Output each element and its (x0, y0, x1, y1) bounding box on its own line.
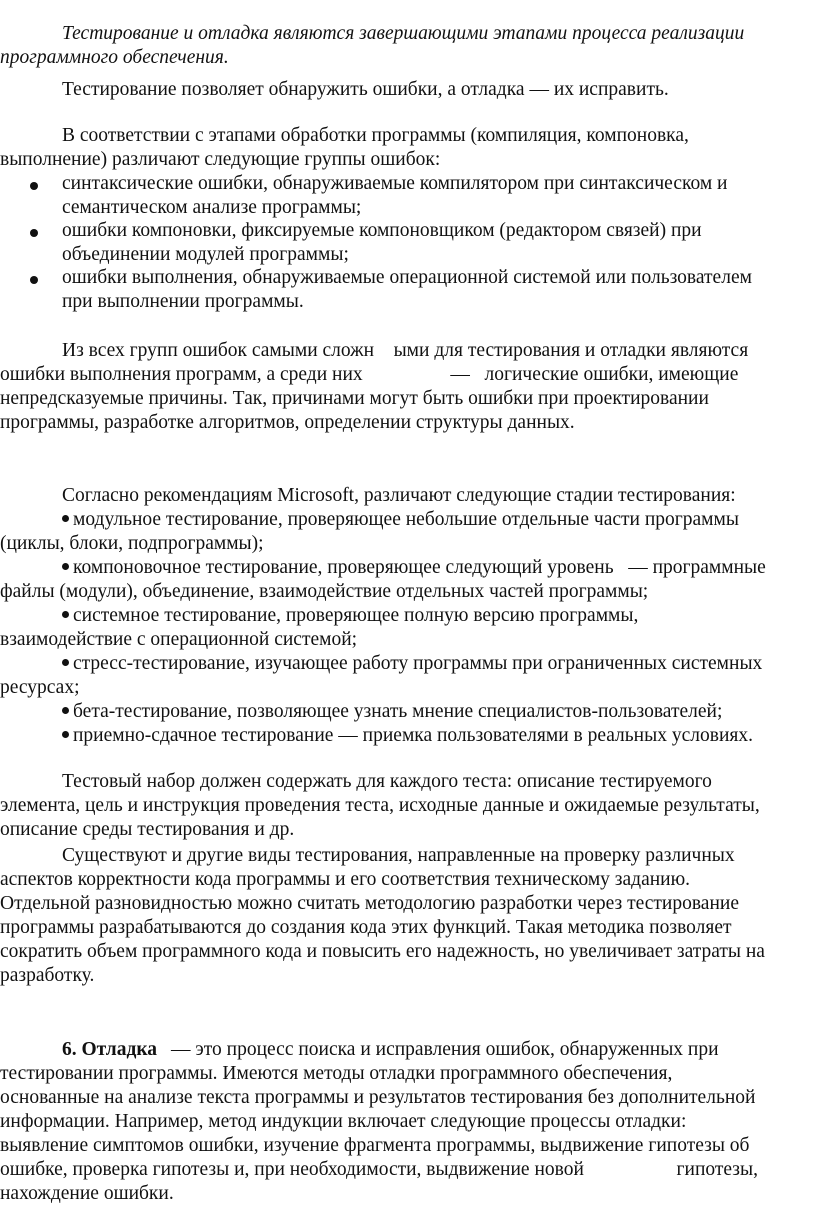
stages-intro: Согласно рекомендациям Microsoft, различают следующие стадии тестирования: (62, 485, 736, 506)
other-types-line-3: Отдельной разновидностью можно считать методологию разработки через тестирование (0, 893, 739, 914)
bullet-icon (62, 707, 69, 714)
error-group-2-line-1: ошибки компоновки, фиксируемые компоновщиком (редактором связей) при (62, 220, 702, 241)
debug-paragraph-line-2: тестировании программы. Имеются методы отладки программного обеспечения, (0, 1063, 673, 1084)
bullet-icon (30, 229, 38, 237)
errors-paragraph-line-2: выполнение) различают следующие группы ошибок: (0, 149, 441, 170)
intro-italic-line-1: Тестирование и отладка являются завершающими этапами процесса реализации (62, 23, 745, 44)
bullet-icon (30, 276, 38, 284)
debug-paragraph-line-7: нахождение ошибки. (0, 1183, 174, 1204)
other-types-line-2: аспектов корректности кода программы и его соответствия техническому заданию. (0, 869, 691, 890)
debug-paragraph-line-5: выявление симптомов ошибки, изучение фрагмента программы, выдвижение гипотезы об (0, 1135, 750, 1156)
stage-1-text: модульное тестирование, проверяющее небольшие отдельные части программы (73, 509, 739, 530)
bullet-icon (62, 731, 69, 738)
complex-errors-line-4: программы, разработке алгоритмов, определении структуры данных. (0, 412, 575, 433)
complex-errors-line-1: Из всех групп ошибок самыми сложн ыми для тестирования и отладки являются (62, 340, 749, 361)
stage-3-line-1 (62, 604, 638, 628)
error-group-3-line-2: при выполнении программы. (62, 291, 304, 312)
intro-italic-line-2: программного обеспечения. (0, 47, 229, 68)
intro-line: Тестирование позволяет обнаружить ошибки, а отладка — их исправить. (62, 79, 669, 100)
debug-paragraph-line-1: — это процесс поиска и исправления ошибок, обнаруженных при (171, 1039, 719, 1060)
error-group-1-line-1: синтаксические ошибки, обнаруживаемые компилятором при синтаксическом и (62, 173, 728, 194)
stage-4-line-1 (62, 652, 762, 676)
stage-2-line-1 (62, 556, 766, 580)
stage-4-text: стресс-тестирование, изучающее работу программы при ограниченных системных (73, 653, 763, 674)
stage-6-text: приемно-сдачное тестирование — приемка пользователями в реальных условиях. (73, 725, 753, 746)
error-group-3-line-1: ошибки выполнения, обнаруживаемые операционной системой или пользователем (62, 267, 752, 288)
other-types-line-5: сократить объем программного кода и повысить его надежность, но увеличивает затраты на (0, 941, 765, 962)
stage-4-line-2: ресурсах; (0, 677, 80, 698)
debug-heading: 6. Отладка (62, 1039, 158, 1060)
stage-3-line-2: взаимодействие с операционной системой; (0, 629, 358, 650)
test-set-line-3: описание среды тестирования и др. (0, 819, 295, 840)
bullet-icon (62, 659, 69, 666)
bullet-icon (62, 611, 69, 618)
other-types-line-6: разработку. (0, 965, 95, 986)
bullet-icon (62, 515, 69, 522)
other-types-line-4: программы разрабатываются до создания кода этих функций. Такая методика позволяет (0, 917, 732, 938)
stage-5-line-1 (62, 700, 722, 724)
bullet-icon (30, 182, 38, 190)
debug-paragraph-line-3: основанные на анализе текста программы и результатов тестирования без дополнительной (0, 1087, 756, 1108)
stage-1-line-1 (62, 508, 739, 532)
bullet-icon (62, 563, 69, 570)
stage-6-line-1 (62, 724, 753, 748)
stage-3-text: системное тестирование, проверяющее полную версию программы, (73, 605, 639, 626)
complex-errors-line-2: ошибки выполнения программ, а среди них — логические ошибки, имеющие (0, 364, 739, 385)
other-types-line-1: Существуют и другие виды тестирования, направленные на проверку различных (62, 845, 735, 866)
debug-paragraph-line-6: ошибке, проверка гипотезы и, при необходимости, выдвижение новой гипотезы, (0, 1159, 758, 1180)
complex-errors-line-3: непредсказуемые причины. Так, причинами могут быть ошибки при проектировании (0, 388, 709, 409)
debug-heading-line (62, 1038, 719, 1062)
error-group-1-line-2: семантическом анализе программы; (62, 197, 362, 218)
debug-paragraph-line-4: информации. Например, метод индукции включает следующие процессы отладки: (0, 1111, 687, 1132)
errors-paragraph-line-1: В соответствии с этапами обработки программы (компиляция, компоновка, (62, 125, 689, 146)
test-set-line-1: Тестовый набор должен содержать для каждого теста: описание тестируемого (62, 771, 712, 792)
stage-1-line-2: (циклы, блоки, подпрограммы); (0, 533, 264, 554)
stage-2-text: компоновочное тестирование, проверяющее следующий уровень — программные (73, 557, 766, 578)
test-set-line-2: элемента, цель и инструкция проведения теста, исходные данные и ожидаемые результаты, (0, 795, 760, 816)
error-group-2-line-2: объединении модулей программы; (62, 244, 349, 265)
stage-2-line-2: файлы (модули), объединение, взаимодействие отдельных частей программы; (0, 581, 649, 602)
stage-5-text: бета-тестирование, позволяющее узнать мнение специалистов-пользователей; (73, 701, 723, 722)
